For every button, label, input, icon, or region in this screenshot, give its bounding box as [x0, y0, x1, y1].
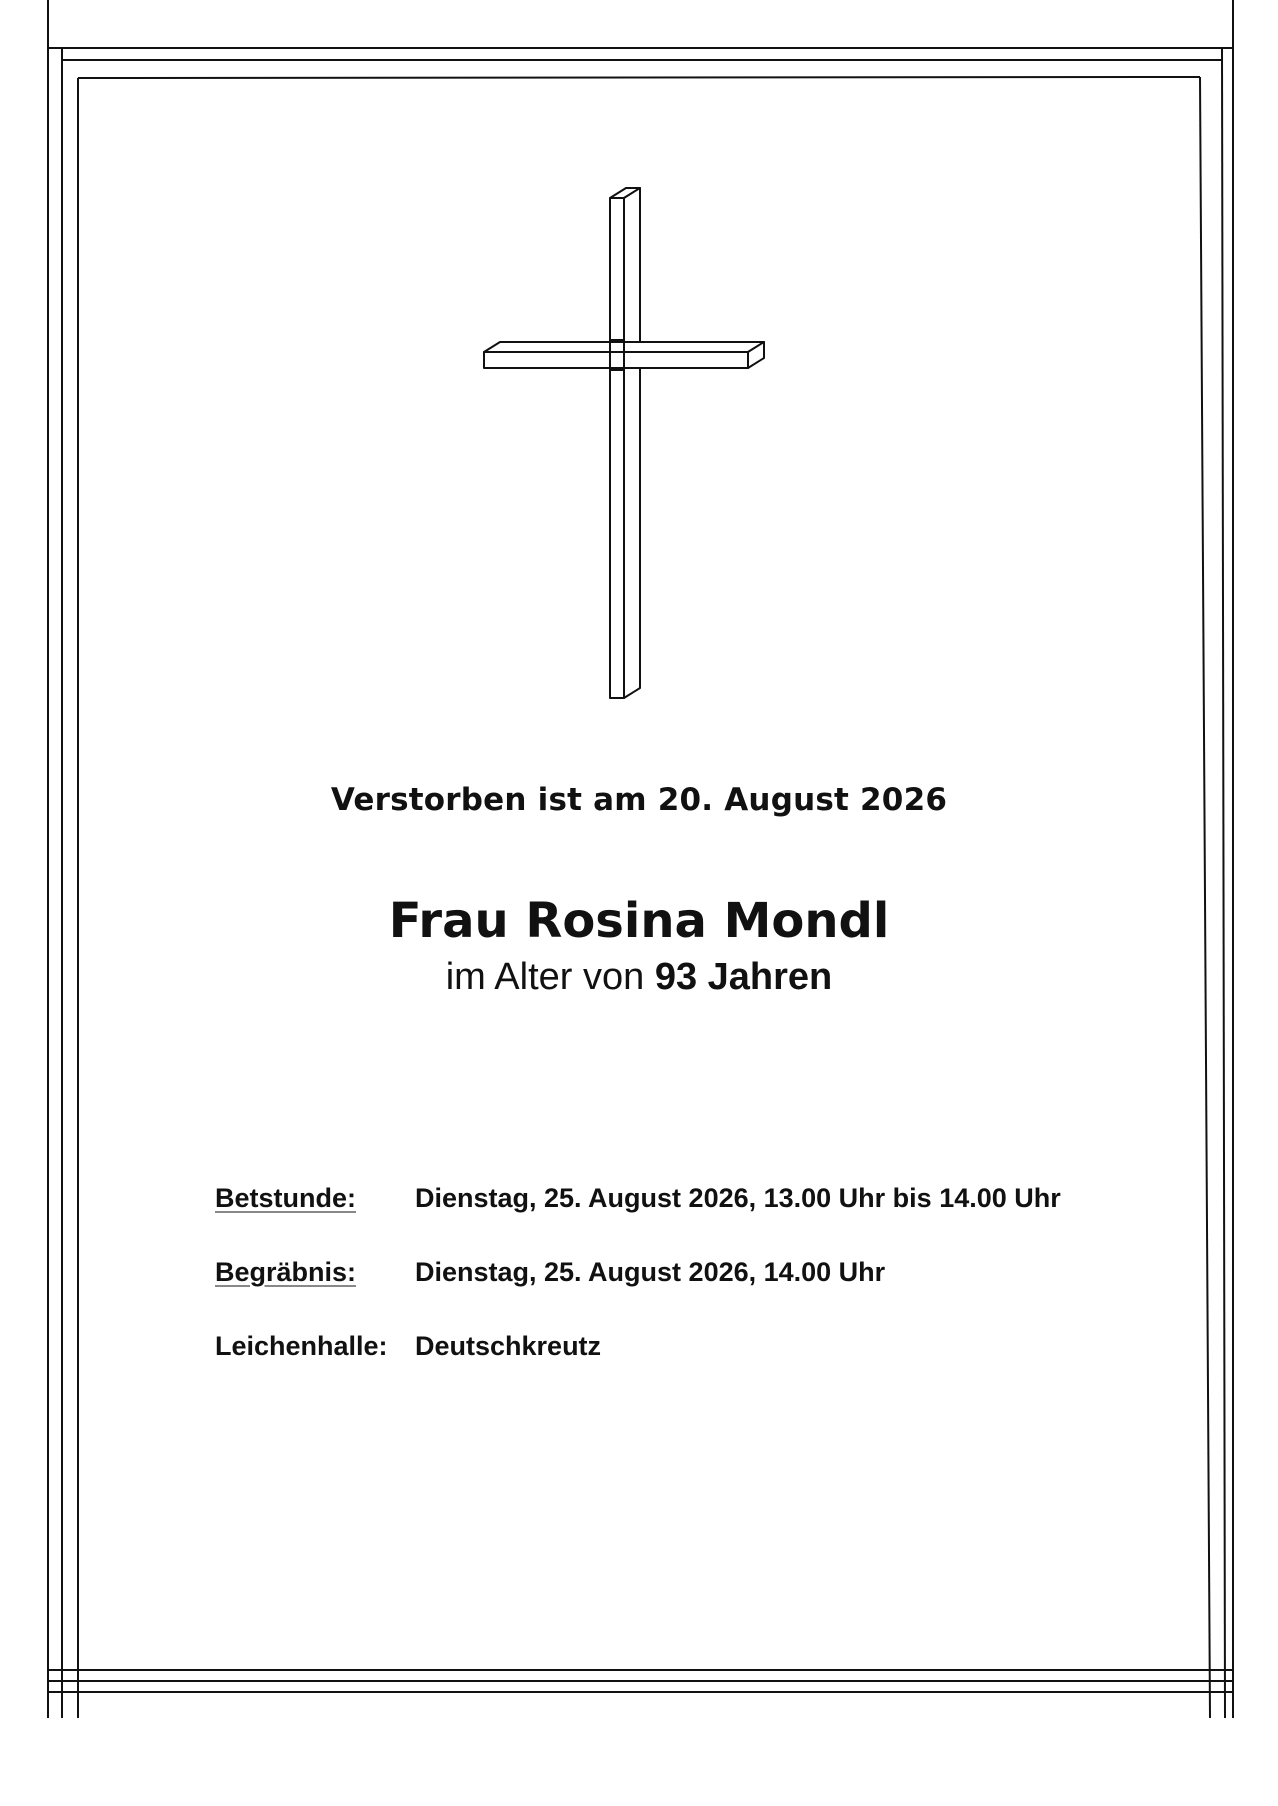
detail-value: Dienstag, 25. August 2026, 14.00 Uhr: [415, 1257, 886, 1287]
detail-value: Dienstag, 25. August 2026, 13.00 Uhr bis 14.00 Uhr: [415, 1183, 1061, 1213]
age-value: 93 Jahren: [654, 956, 833, 998]
detail-label: Begräbnis:: [215, 1257, 357, 1287]
death-announcement: Verstorben ist am 20. August 2026: [330, 782, 948, 818]
age-prefix: im Alter von: [445, 956, 655, 998]
detail-row-burial: [215, 1257, 885, 1288]
age-line: [0, 956, 1278, 999]
detail-row-prayer: [215, 1183, 1061, 1214]
detail-label: Leichenhalle:: [215, 1331, 388, 1361]
detail-label: Betstunde:: [215, 1183, 356, 1213]
detail-value: Deutschkreutz: [415, 1331, 602, 1361]
cross-icon: [470, 180, 780, 700]
detail-row-hall: [215, 1331, 601, 1362]
deceased-name: Frau Rosina Mondl: [388, 893, 890, 949]
